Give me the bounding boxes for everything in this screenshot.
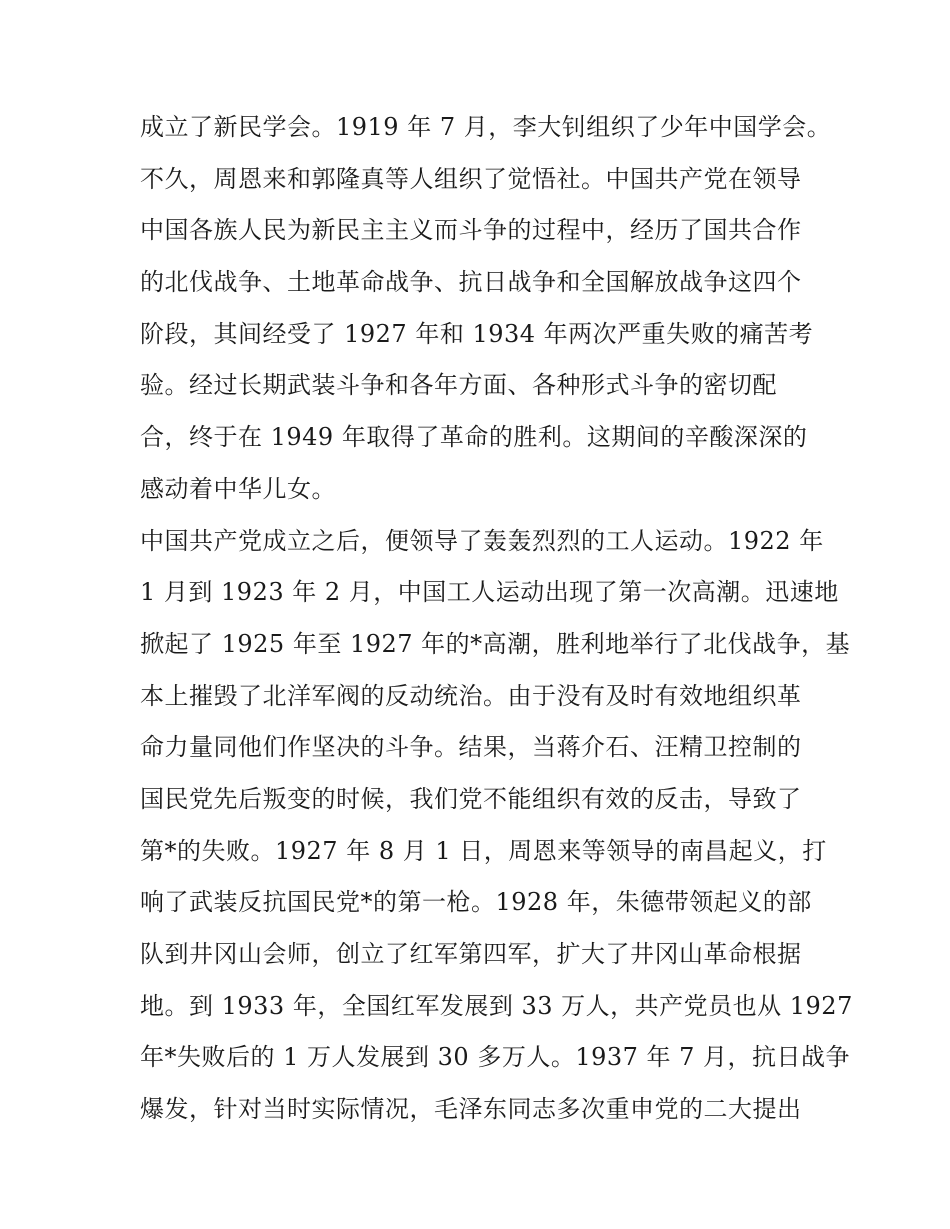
text-line-6: 验。经过长期武装斗争和各年方面、各种形式斗争的密切配 [140,371,777,400]
text-line-12: 本上摧毁了北洋军阀的反动统治。由于没有及时有效地组织革 [140,681,802,710]
body-text [140,102,853,1136]
text-line-11: 掀起了 1925 年至 1927 年的*高潮，胜利地举行了北伐战争，基 [140,629,851,658]
text-line-2: 不久，周恩来和郭隆真等人组织了觉悟社。中国共产党在领导 [140,164,802,193]
text-line-7: 合，终于在 1949 年取得了革命的胜利。这期间的辛酸深深的 [140,423,808,452]
text-line-19: 年*失败后的 1 万人发展到 30 多万人。1937 年 7 月，抗日战争 [140,1043,851,1072]
text-line-4: 的北伐战争、土地革命战争、抗日战争和全国解放战争这四个 [140,268,802,297]
text-line-3: 中国各族人民为新民主主义而斗争的过程中，经历了国共合作 [140,216,802,245]
text-line-9: 中国共产党成立之后，便领导了轰轰烈烈的工人运动。1922 年 [140,526,824,555]
text-line-15: 第*的失败。1927 年 8 月 1 日，周恩来等领导的南昌起义，打 [140,836,827,865]
text-line-1: 成立了新民学会。1919 年 7 月，李大钊组织了少年中国学会。 [140,113,832,141]
text-line-10: 1 月到 1923 年 2 月，中国工人运动出现了第一次高潮。迅速地 [140,578,839,607]
text-line-16: 响了武装反抗国民党*的第一枪。1928 年，朱德带领起义的部 [140,888,812,917]
text-line-13: 命力量同他们作坚决的斗争。结果，当蒋介石、汪精卫控制的 [140,733,802,762]
text-line-8: 感动着中华儿女。 [140,474,336,503]
text-line-14: 国民党先后叛变的时候，我们党不能组织有效的反击，导致了 [140,784,802,813]
text-line-17: 队到井冈山会师，创立了红军第四军，扩大了井冈山革命根据 [140,940,802,968]
text-line-18: 地。到 1933 年，全国红军发展到 33 万人，共产党员也从 1927 [140,991,853,1020]
text-line-20: 爆发，针对当时实际情况，毛泽东同志多次重申党的二大提出 [140,1095,802,1124]
text-line-5: 阶段，其间经受了 1927 年和 1934 年两次严重失败的痛苦考 [140,319,814,348]
